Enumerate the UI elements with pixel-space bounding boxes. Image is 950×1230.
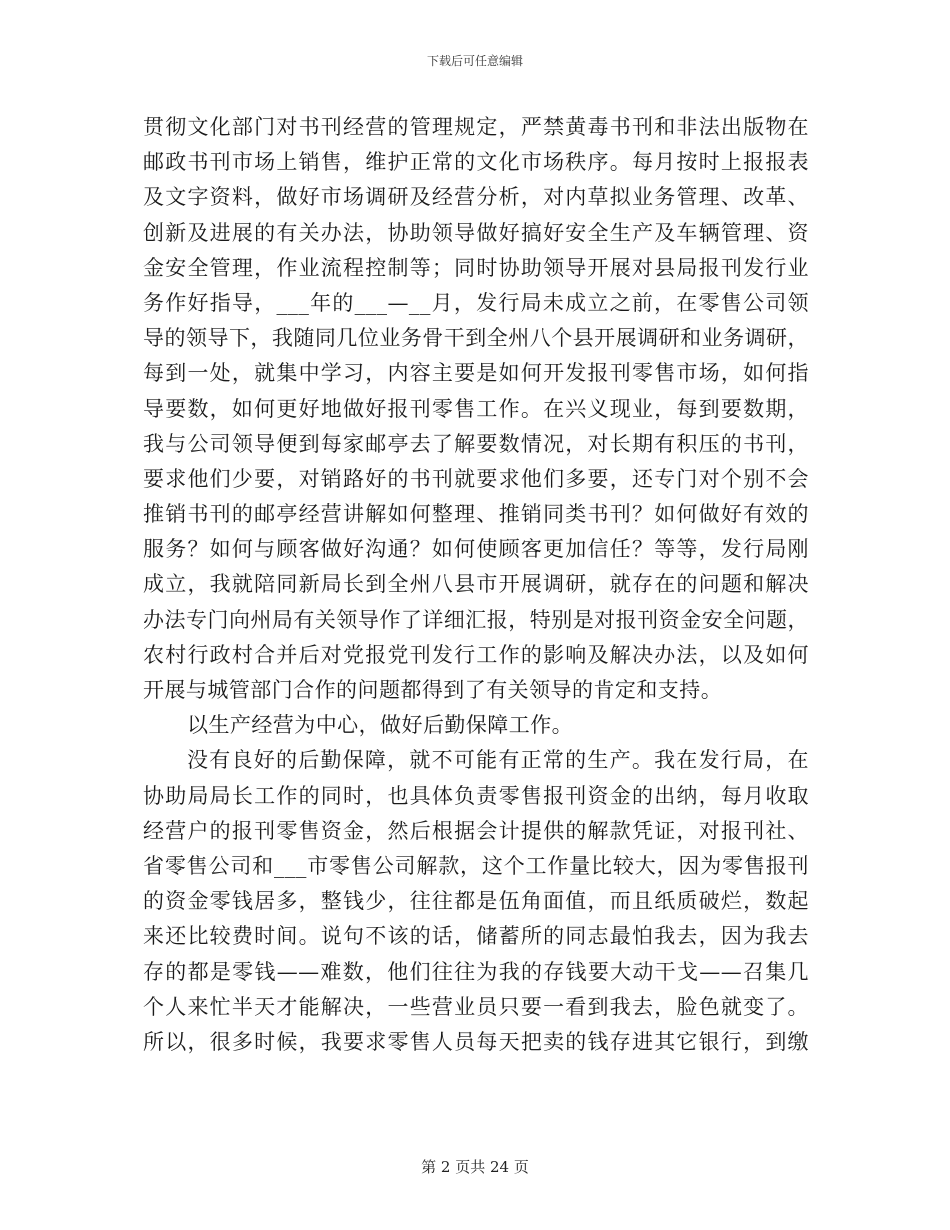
body-line: 来还比较费时间。说句不该的话，储蓄所的同志最怕我去，因为我去 [143, 924, 809, 949]
body-line: 导要数，如何更好地做好报刊零售工作。在兴义现业，每到要数期， [143, 396, 809, 421]
section-heading: 以生产经营为中心，做好后勤保障工作。 [187, 713, 574, 738]
body-line: 要求他们少要，对销路好的书刊就要求他们多要，还专门对个别不会 [143, 466, 809, 491]
body-line: 我与公司领导便到每家邮亭去了解要数情况，对长期有积压的书刊， [143, 431, 809, 456]
body-line: 金安全管理，作业流程控制等；同时协助领导开展对县局报刊发行业 [143, 255, 809, 280]
document-body [143, 110, 809, 1060]
body-line: 没有良好的后勤保障，就不可能有正常的生产。我在发行局，在 [187, 748, 809, 773]
body-line: 邮政书刊市场上销售，维护正常的文化市场秩序。每月按时上报报表 [143, 150, 809, 175]
body-line: 贯彻文化部门对书刊经营的管理规定，严禁黄毒书刊和非法出版物在 [143, 115, 809, 139]
body-line: 省零售公司和___市零售公司解款，这个工作量比较大，因为零售报刊 [143, 853, 809, 878]
body-line: 存的都是零钱——难数，他们往往为我的存钱要大动干戈——召集几 [143, 959, 809, 984]
body-line: 导的领导下，我随同几位业务骨干到全州八个县开展调研和业务调研， [143, 326, 809, 351]
page-footer: 第 2 页共 24 页 [421, 1158, 529, 1176]
body-line: 务作好指导，___年的___—__月，发行局未成立之前，在零售公司领 [143, 290, 809, 315]
body-line: 协助局局长工作的同时，也具体负责零售报刊资金的出纳，每月收取 [143, 783, 809, 808]
body-line: 经营户的报刊零售资金，然后根据会计提供的解款凭证，对报刊社、 [143, 818, 809, 843]
body-line: 创新及进展的有关办法，协助领导做好搞好安全生产及车辆管理、资 [143, 220, 809, 245]
body-line: 农村行政村合并后对党报党刊发行工作的影响及解决办法，以及如何 [143, 642, 809, 667]
body-line: 开展与城管部门合作的问题都得到了有关领导的肯定和支持。 [143, 678, 723, 702]
body-line: 个人来忙半天才能解决，一些营业员只要一看到我去，脸色就变了。 [143, 994, 809, 1019]
body-line: 服务？如何与顾客做好沟通？如何使顾客更加信任？等等，发行局刚 [143, 537, 809, 562]
body-line: 成立，我就陪同新局长到全州八县市开展调研，就存在的问题和解决 [143, 572, 809, 597]
page-header: 下载后可任意编辑 [426, 54, 523, 68]
body-line: 办法专门向州局有关领导作了详细汇报，特别是对报刊资金安全问题， [143, 607, 809, 632]
body-line: 的资金零钱居多，整钱少，往往都是伍角面值，而且纸质破烂，数起 [143, 889, 809, 914]
body-line: 推销书刊的邮亭经营讲解如何整理、推销同类书刊？如何做好有效的 [143, 502, 809, 527]
body-line: 每到一处，就集中学习，内容主要是如何开发报刊零售市场，如何指 [143, 361, 809, 386]
body-line: 及文字资料，做好市场调研及经营分析，对内草拟业务管理、改革、 [143, 185, 809, 210]
body-line: 所以，很多时候，我要求零售人员每天把卖的钱存进其它银行，到缴 [143, 1029, 809, 1054]
